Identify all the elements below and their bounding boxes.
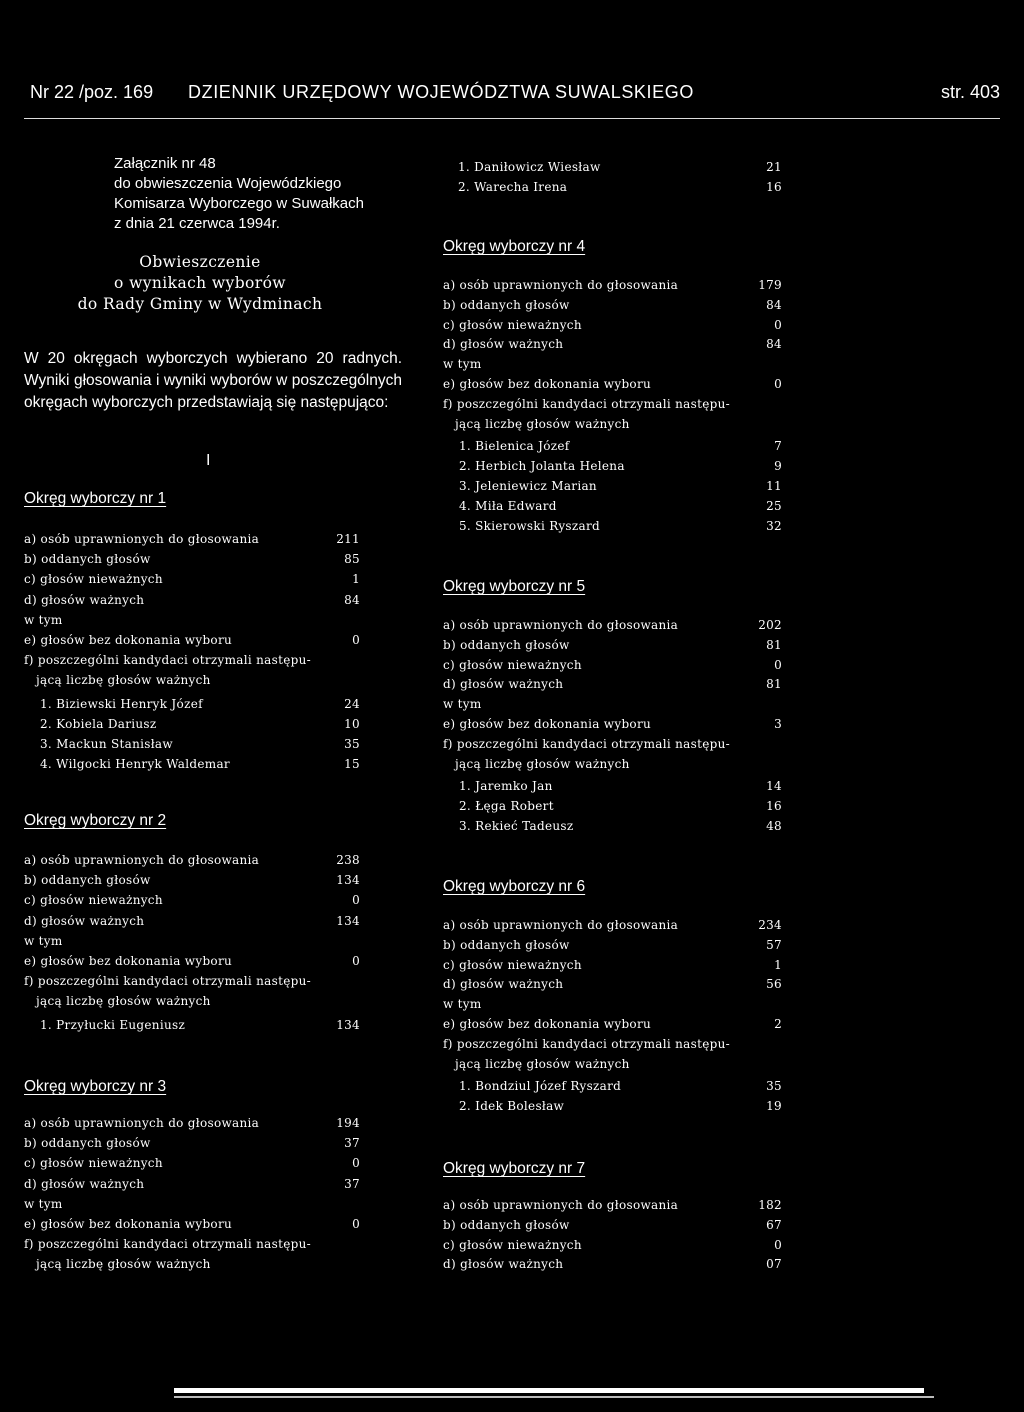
district-title: Okręg wyborczy nr 3: [24, 1078, 167, 1095]
eligible-voters-row-label: a) osób uprawnionych do głosowania: [443, 278, 679, 292]
candidate-row-value: 9: [774, 459, 782, 474]
eligible-voters-row-label: a) osób uprawnionych do głosowania: [24, 853, 260, 867]
candidate-row-label: 4. Wilgocki Henryk Waldemar: [40, 757, 230, 772]
district-title: Okręg wyborczy nr 6: [443, 878, 586, 895]
candidates-intro-row-label: f) poszczególni kandydaci otrzymali następu-: [443, 736, 730, 751]
eligible-voters-row-label: a) osób uprawnionych do głosowania: [443, 618, 679, 632]
no-choice-row-value: 2: [774, 1017, 782, 1031]
candidates-intro-row-label: f) poszczególni kandydaci otrzymali następu-: [24, 1237, 311, 1252]
invalid-votes-row-label: c) głosów nieważnych: [443, 317, 582, 332]
candidate-row-label: 1. Przyłucki Eugeniusz: [40, 1017, 186, 1032]
candidate-row-value: 11: [766, 479, 782, 493]
page-number: str. 403: [940, 82, 1000, 102]
votes-cast-row-value: 57: [766, 937, 782, 952]
no-choice-row-value: 0: [352, 1217, 360, 1231]
votes-cast-row-label: b) oddanych głosów: [443, 297, 570, 312]
district-title: Okręg wyborczy nr 5: [443, 578, 586, 595]
candidate-row-label: 2. Łęga Robert: [459, 799, 554, 814]
of-which-row-label: w tym: [24, 1196, 63, 1211]
candidate-row-label: 1. Bondziul Józef Ryszard: [459, 1079, 622, 1094]
candidate-row-value: 32: [766, 518, 782, 533]
candidate-row-value: 48: [766, 819, 782, 833]
votes-cast-row-label: b) oddanych głosów: [443, 937, 570, 952]
votes-cast-row-value: 134: [336, 873, 360, 888]
candidate-row-label: 2. Herbich Jolanta Helena: [459, 459, 625, 474]
no-choice-row-value: 0: [352, 954, 360, 968]
votes-cast-row-label: b) oddanych głosów: [443, 1217, 570, 1232]
header-divider: [24, 118, 1000, 119]
valid-votes-row-label: d) głosów ważnych: [24, 913, 145, 928]
valid-votes-row-value: 07: [766, 1257, 782, 1272]
footer-bar-shadow: [174, 1396, 934, 1398]
invalid-votes-row-label: c) głosów nieważnych: [443, 957, 582, 972]
candidate-row-value: 19: [766, 1099, 782, 1114]
no-choice-row-value: 0: [774, 377, 782, 391]
district-title: Okręg wyborczy nr 1: [24, 490, 167, 507]
no-choice-row-label: e) głosów bez dokonania wyboru: [443, 1017, 652, 1031]
votes-cast-row-label: b) oddanych głosów: [24, 552, 151, 567]
votes-cast-row-value: 37: [344, 1136, 360, 1151]
candidates-intro-row-cont-label: jącą liczbę głosów ważnych: [455, 1056, 630, 1071]
district-title: Okręg wyborczy nr 4: [443, 238, 586, 255]
eligible-voters-row-label: a) osób uprawnionych do głosowania: [443, 918, 679, 932]
valid-votes-row-value: 56: [766, 977, 782, 992]
candidates-intro-row-cont-label: jącą liczbę głosów ważnych: [455, 756, 630, 771]
candidate-row-label: 2. Kobiela Dariusz: [40, 716, 157, 731]
invalid-votes-row-value: 0: [352, 893, 360, 908]
no-choice-row-label: e) głosów bez dokonania wyboru: [24, 1217, 233, 1231]
of-which-row-label: w tym: [24, 933, 63, 948]
invalid-votes-row-value: 1: [352, 572, 360, 587]
candidate-row-label: 2. Idek Bolesław: [459, 1099, 565, 1114]
eligible-voters-row-value: 234: [758, 918, 782, 932]
candidate-row-value: 35: [344, 737, 360, 751]
candidate-row-label: 2. Warecha Irena: [458, 180, 568, 194]
candidate-row-value: 21: [766, 160, 782, 174]
votes-cast-row-value: 67: [766, 1217, 782, 1232]
annex-note: [114, 154, 364, 234]
invalid-votes-row-value: 0: [774, 1237, 782, 1252]
valid-votes-row-label: d) głosów ważnych: [443, 337, 564, 352]
valid-votes-row-label: d) głosów ważnych: [24, 592, 145, 607]
candidate-row-label: 5. Skierowski Ryszard: [459, 518, 600, 533]
annex-line: Załącznik nr 48: [114, 155, 216, 172]
candidate-row-label: 1. Jaremko Jan: [459, 779, 553, 794]
district-title: Okręg wyborczy nr 2: [24, 812, 167, 829]
valid-votes-row-label: d) głosów ważnych: [443, 1257, 564, 1272]
valid-votes-row-value: 84: [766, 337, 782, 352]
journal-title: DZIENNIK URZĘDOWY WOJEWÓDZTWA SUWALSKIEGO: [188, 82, 694, 102]
no-choice-row-label: e) głosów bez dokonania wyboru: [24, 633, 233, 647]
no-choice-row-label: e) głosów bez dokonania wyboru: [443, 717, 652, 731]
of-which-row-label: w tym: [24, 612, 63, 627]
candidates-intro-row-cont-label: jącą liczbę głosów ważnych: [36, 1257, 211, 1272]
invalid-votes-row-label: c) głosów nieważnych: [24, 572, 163, 587]
no-choice-row-label: e) głosów bez dokonania wyboru: [24, 954, 233, 968]
valid-votes-row-value: 81: [766, 677, 782, 692]
candidate-row-label: 1. Biziewski Henryk Józef: [40, 696, 203, 711]
of-which-row-label: w tym: [443, 697, 482, 712]
candidates-intro-row-cont-label: jącą liczbę głosów ważnych: [455, 416, 630, 431]
section-numeral: I: [206, 452, 211, 469]
invalid-votes-row-value: 1: [774, 957, 782, 972]
candidate-row-label: 3. Rekieć Tadeusz: [459, 819, 574, 833]
valid-votes-row-label: d) głosów ważnych: [443, 677, 564, 692]
eligible-voters-row-label: a) osób uprawnionych do głosowania: [443, 1198, 679, 1212]
valid-votes-row-value: 37: [344, 1176, 360, 1191]
page-header: [24, 78, 1000, 114]
candidate-row-value: 24: [344, 696, 360, 711]
no-choice-row-label: e) głosów bez dokonania wyboru: [443, 377, 652, 391]
candidate-row-value: 16: [766, 799, 782, 814]
of-which-row-label: w tym: [443, 997, 482, 1012]
candidate-row-value: 7: [774, 439, 782, 454]
eligible-voters-row-label: a) osób uprawnionych do głosowania: [24, 1116, 260, 1130]
candidate-row-label: 1. Bielenica Józef: [459, 439, 570, 454]
candidate-row-value: 25: [766, 498, 782, 513]
no-choice-row-value: 3: [774, 717, 782, 731]
eligible-voters-row-value: 238: [336, 853, 360, 867]
eligible-voters-row-value: 182: [758, 1198, 782, 1212]
candidate-row-value: 10: [344, 716, 360, 731]
eligible-voters-row-value: 211: [336, 532, 360, 546]
intro-paragraph: W 20 okręgach wyborczych wybierano 20 radnych. Wyniki głosowania i wyniki wyborów w poszczególnych okręgach wyborczych przedstawiają się następująco:: [24, 350, 402, 411]
candidates-intro-row-label: f) poszczególni kandydaci otrzymali następu-: [24, 653, 311, 668]
invalid-votes-row-value: 0: [774, 317, 782, 332]
valid-votes-row-label: d) głosów ważnych: [24, 1176, 145, 1191]
votes-cast-row-value: 81: [766, 637, 782, 652]
candidate-row-value: 16: [766, 180, 782, 194]
invalid-votes-row-value: 0: [774, 657, 782, 672]
candidate-row-label: 4. Miła Edward: [459, 498, 557, 513]
candidates-intro-row-label: f) poszczególni kandydaci otrzymali następu-: [24, 974, 311, 989]
votes-cast-row-value: 84: [766, 297, 782, 312]
valid-votes-row-value: 134: [336, 913, 360, 928]
annex-line: z dnia 21 czerwca 1994r.: [114, 215, 280, 232]
valid-votes-row-label: d) głosów ważnych: [443, 977, 564, 992]
eligible-voters-row-value: 179: [758, 278, 782, 292]
candidates-intro-row-cont-label: jącą liczbę głosów ważnych: [36, 994, 211, 1009]
candidates-intro-row-label: f) poszczególni kandydaci otrzymali następu-: [443, 396, 730, 411]
invalid-votes-row-label: c) głosów nieważnych: [24, 893, 163, 908]
valid-votes-row-value: 84: [344, 592, 360, 607]
footer-bar: [174, 1388, 924, 1393]
candidates-intro-row-cont-label: jącą liczbę głosów ważnych: [36, 673, 211, 688]
candidate-row-label: 3. Jeleniewicz Marian: [459, 479, 597, 493]
eligible-voters-row-value: 194: [336, 1116, 360, 1130]
votes-cast-row-label: b) oddanych głosów: [24, 873, 151, 888]
invalid-votes-row-label: c) głosów nieważnych: [443, 657, 582, 672]
district-title: Okręg wyborczy nr 7: [443, 1160, 586, 1177]
candidate-row-label: 1. Daniłowicz Wiesław: [458, 160, 601, 174]
annex-line: Komisarza Wyborczego w Suwałkach: [114, 195, 364, 212]
candidate-row-value: 15: [344, 757, 360, 772]
announcement-line: do Rady Gminy w Wydminach: [77, 295, 323, 313]
votes-cast-row-label: b) oddanych głosów: [24, 1136, 151, 1151]
of-which-row-label: w tym: [443, 357, 482, 372]
candidate-row-label: 3. Mackun Stanisław: [40, 737, 173, 751]
candidate-row-value: 35: [766, 1079, 782, 1094]
candidates-intro-row-label: f) poszczególni kandydaci otrzymali następu-: [443, 1036, 730, 1051]
announcement-line: Obwieszczenie: [139, 253, 261, 271]
votes-cast-row-value: 85: [344, 552, 360, 567]
votes-cast-row-label: b) oddanych głosów: [443, 637, 570, 652]
invalid-votes-row-label: c) głosów nieważnych: [443, 1237, 582, 1252]
announcement-line: o wynikach wyborów: [114, 274, 286, 292]
invalid-votes-row-label: c) głosów nieważnych: [24, 1156, 163, 1171]
candidate-row-value: 134: [336, 1017, 360, 1032]
issue-number: Nr 22 /poz. 169: [30, 82, 154, 102]
announcement-title: [50, 252, 350, 315]
eligible-voters-row-label: a) osób uprawnionych do głosowania: [24, 532, 260, 546]
candidate-row-value: 14: [766, 779, 782, 794]
annex-line: do obwieszczenia Wojewódzkiego: [114, 175, 342, 192]
eligible-voters-row-value: 202: [758, 618, 782, 632]
no-choice-row-value: 0: [352, 633, 360, 647]
invalid-votes-row-value: 0: [352, 1156, 360, 1171]
